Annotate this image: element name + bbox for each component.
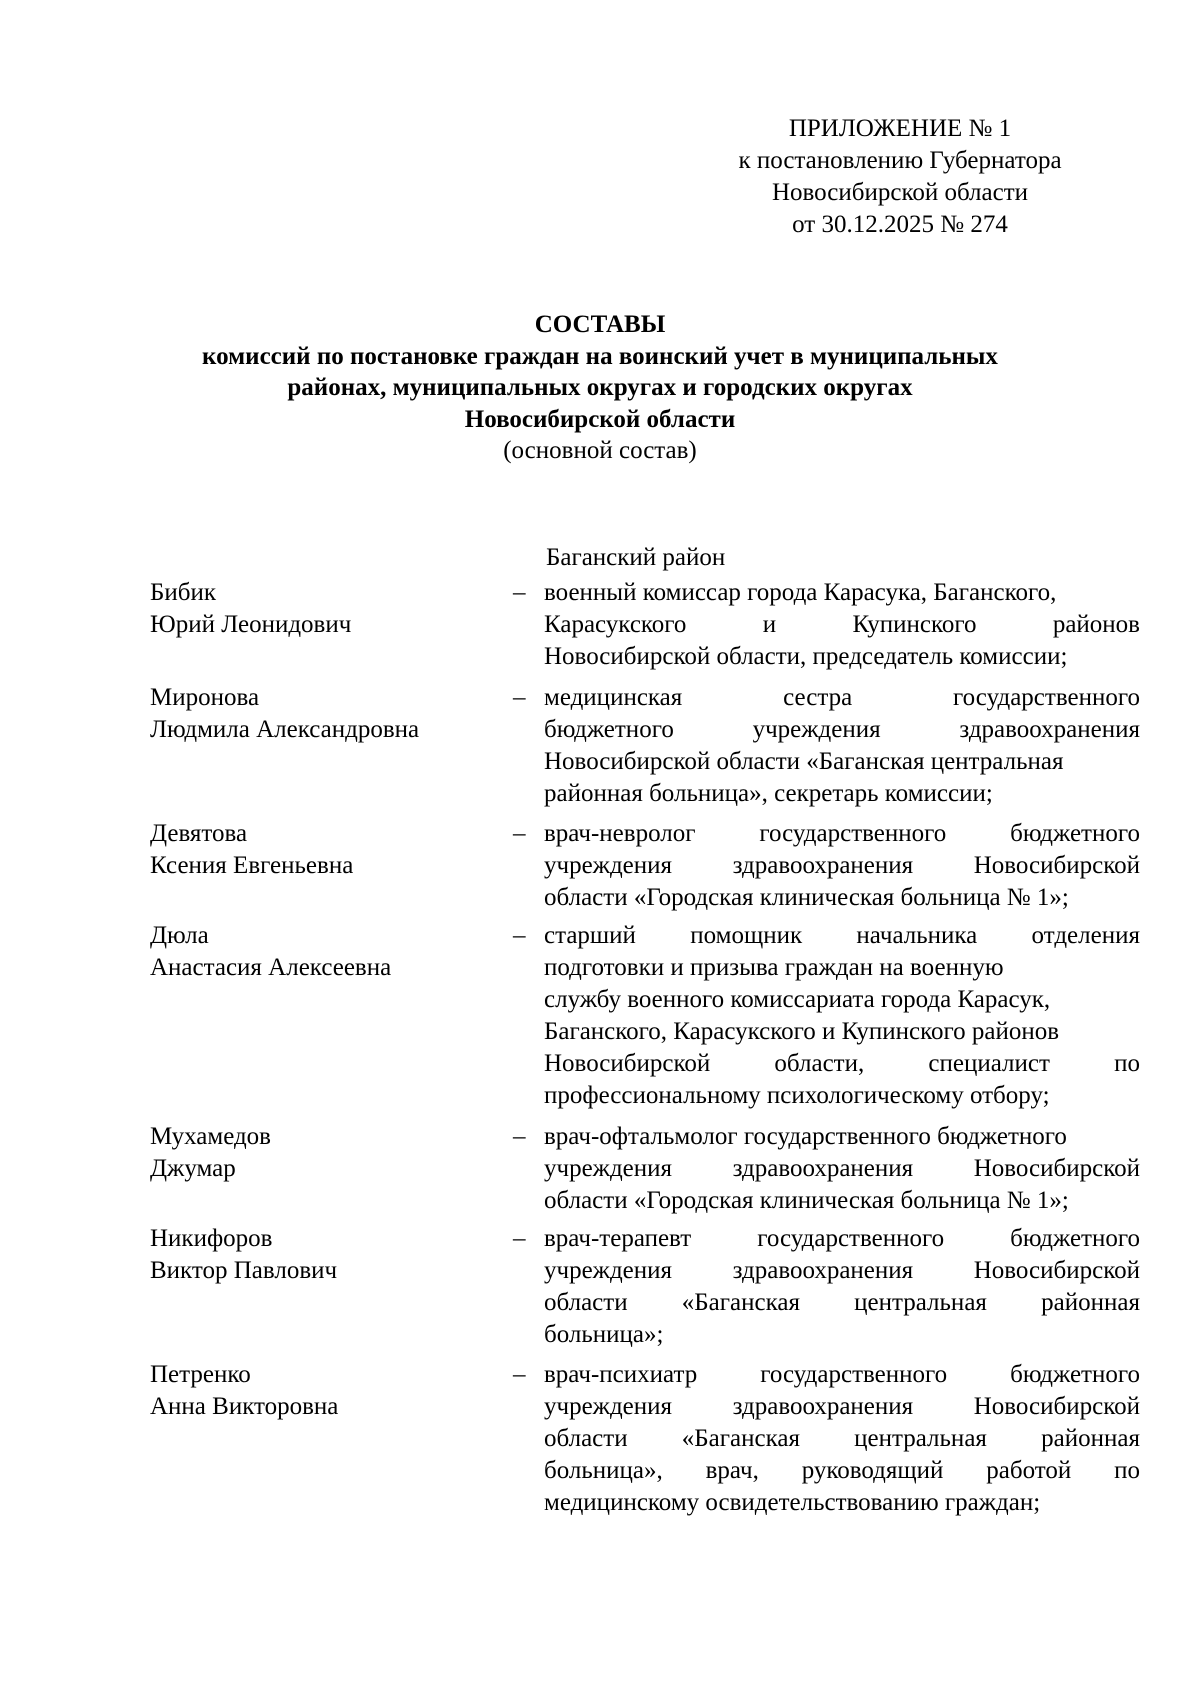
position-word: бюджетного [1010,1361,1140,1388]
position-line: медицинскому освидетельствованию граждан; [544,1489,1041,1516]
position-line: профессиональному психологическому отбору; [544,1082,1050,1109]
position-word: Новосибирской [973,1155,1140,1182]
dash-separator: – [513,820,526,847]
position-line: районная больница», секретарь комиссии; [544,780,993,807]
position-line: Новосибирской области, председатель комиссии; [544,643,1068,670]
position-word: по [1114,1050,1140,1077]
appendix-region: Новосибирской области [771,179,1029,206]
position-word: руководящий [801,1457,944,1484]
position-word: старший [544,922,636,949]
position-word: бюджетного [1010,1225,1140,1252]
position-word: государственного [757,1225,945,1252]
position-word: учреждения [544,1155,673,1182]
member-position [544,577,1140,673]
member-given-names: Юрий Леонидович [150,611,352,638]
position-word: бюджетного [544,716,674,743]
position-word: помощник [690,922,803,949]
position-word: государственного [759,820,947,847]
member-surname: Бибик [150,579,216,606]
position-word: области, [774,1050,865,1077]
document-title-line: комиссий по постановке граждан на воинский учет в муниципальных [202,342,998,370]
document-title-line: Новосибирской области [464,405,736,433]
position-word: врач, [705,1457,759,1484]
position-word: Новосибирской [973,852,1140,879]
position-line [544,818,1140,850]
position-word: «Баганская [681,1289,800,1316]
position-line: военный комиссар города Карасука, Баганского, [544,579,1057,606]
position-word: государственного [953,684,1140,711]
member-surname: Дюла [150,922,209,949]
position-word: центральная [854,1289,987,1316]
position-word: Новосибирской [544,1050,711,1077]
position-line [544,1255,1140,1287]
position-word: Новосибирской [973,1393,1140,1420]
district-heading: Баганский район [546,544,726,571]
position-line [544,850,1140,882]
position-word: учреждения [544,1257,673,1284]
position-word: государственного [760,1361,948,1388]
position-line [544,1455,1140,1487]
position-word: Новосибирской [973,1257,1140,1284]
position-word: Карасукского [544,611,687,638]
appendix-number: ПРИЛОЖЕНИЕ № 1 [788,115,1012,142]
position-word: районов [1052,611,1140,638]
position-line [544,1391,1140,1423]
position-word: области [544,1289,628,1316]
appendix-header [700,113,1100,241]
position-line: врач-офтальмолог государственного бюджетного [544,1123,1067,1150]
member-given-names: Виктор Павлович [150,1257,338,1284]
position-word: районная [1041,1289,1140,1316]
position-word: учреждения [544,852,673,879]
position-word: врач-терапевт [544,1225,692,1252]
member-surname: Мухамедов [150,1123,271,1150]
position-word: здравоохранения [732,1393,914,1420]
position-word: по [1114,1457,1140,1484]
member-position [544,1121,1140,1217]
position-word: «Баганская [681,1425,800,1452]
position-word: районная [1041,1425,1140,1452]
member-surname: Девятова [150,820,248,847]
position-line [544,920,1140,952]
position-word: Купинского [852,611,977,638]
position-word: учреждения [544,1393,673,1420]
position-line: Баганского, Карасукского и Купинского районов [544,1018,1060,1045]
position-line: области «Городская клиническая больница № 1»; [544,884,1069,911]
member-name [150,1121,490,1185]
appendix-date-number: от 30.12.2025 № 274 [792,211,1008,238]
member-name [150,1223,490,1287]
position-word: медицинская [544,684,683,711]
position-line: области «Городская клиническая больница № 1»; [544,1187,1069,1214]
member-name [150,818,490,882]
position-word: здравоохранения [732,1257,914,1284]
dash-separator: – [513,1361,526,1388]
member-name [150,1359,490,1423]
position-line: службу военного комиссариата города Карасук, [544,986,1051,1013]
member-position [544,920,1140,1112]
position-word: начальника [856,922,978,949]
member-position [544,1359,1140,1519]
position-word: здравоохранения [959,716,1140,743]
position-word: специалист [928,1050,1050,1077]
dash-separator: – [513,1225,526,1252]
appendix-reference: к постановлению Губернатора [738,147,1062,174]
position-word: сестра [783,684,853,711]
position-word: отделения [1031,922,1140,949]
position-word: врач-невролог [544,820,696,847]
position-word: здравоохранения [732,1155,914,1182]
member-given-names: Анастасия Алексеевна [150,954,392,981]
member-position [544,682,1140,810]
position-line [544,609,1140,641]
position-word: работой [986,1457,1072,1484]
member-surname: Никифоров [150,1225,273,1252]
position-word: врач-психиатр [544,1361,698,1388]
position-line: подготовки и призыва граждан на военную [544,954,1004,981]
document-title-line: районах, муниципальных округах и городских округах [287,374,913,401]
member-given-names: Ксения Евгеньевна [150,852,354,879]
position-word: и [762,611,777,638]
document-title-block [100,309,1100,467]
position-word: больница», [544,1457,663,1484]
member-name [150,920,490,984]
position-word: области [544,1425,628,1452]
member-surname: Петренко [150,1361,251,1388]
position-word: здравоохранения [732,852,914,879]
position-line [544,1423,1140,1455]
member-position [544,818,1140,914]
position-line [544,714,1140,746]
member-surname: Миронова [150,684,260,711]
position-word: бюджетного [1010,820,1140,847]
member-given-names: Джумар [150,1155,236,1182]
dash-separator: – [513,684,526,711]
member-position [544,1223,1140,1351]
position-word: учреждения [752,716,881,743]
dash-separator: – [513,922,526,949]
document-title-note: (основной состав) [503,437,697,464]
position-line [544,682,1140,714]
position-line: больница»; [544,1321,664,1348]
position-line [544,1223,1140,1255]
dash-separator: – [513,1123,526,1150]
position-word: центральная [854,1425,987,1452]
position-line: Новосибирской области «Баганская центральная [544,748,1064,775]
position-line [544,1287,1140,1319]
member-given-names: Анна Викторовна [150,1393,339,1420]
position-line [544,1359,1140,1391]
position-line [544,1048,1140,1080]
position-line [544,1153,1140,1185]
dash-separator: – [513,579,526,606]
document-heading: СОСТАВЫ [534,311,666,338]
member-name [150,682,490,746]
member-name [150,577,490,641]
member-given-names: Людмила Александровна [150,716,420,743]
